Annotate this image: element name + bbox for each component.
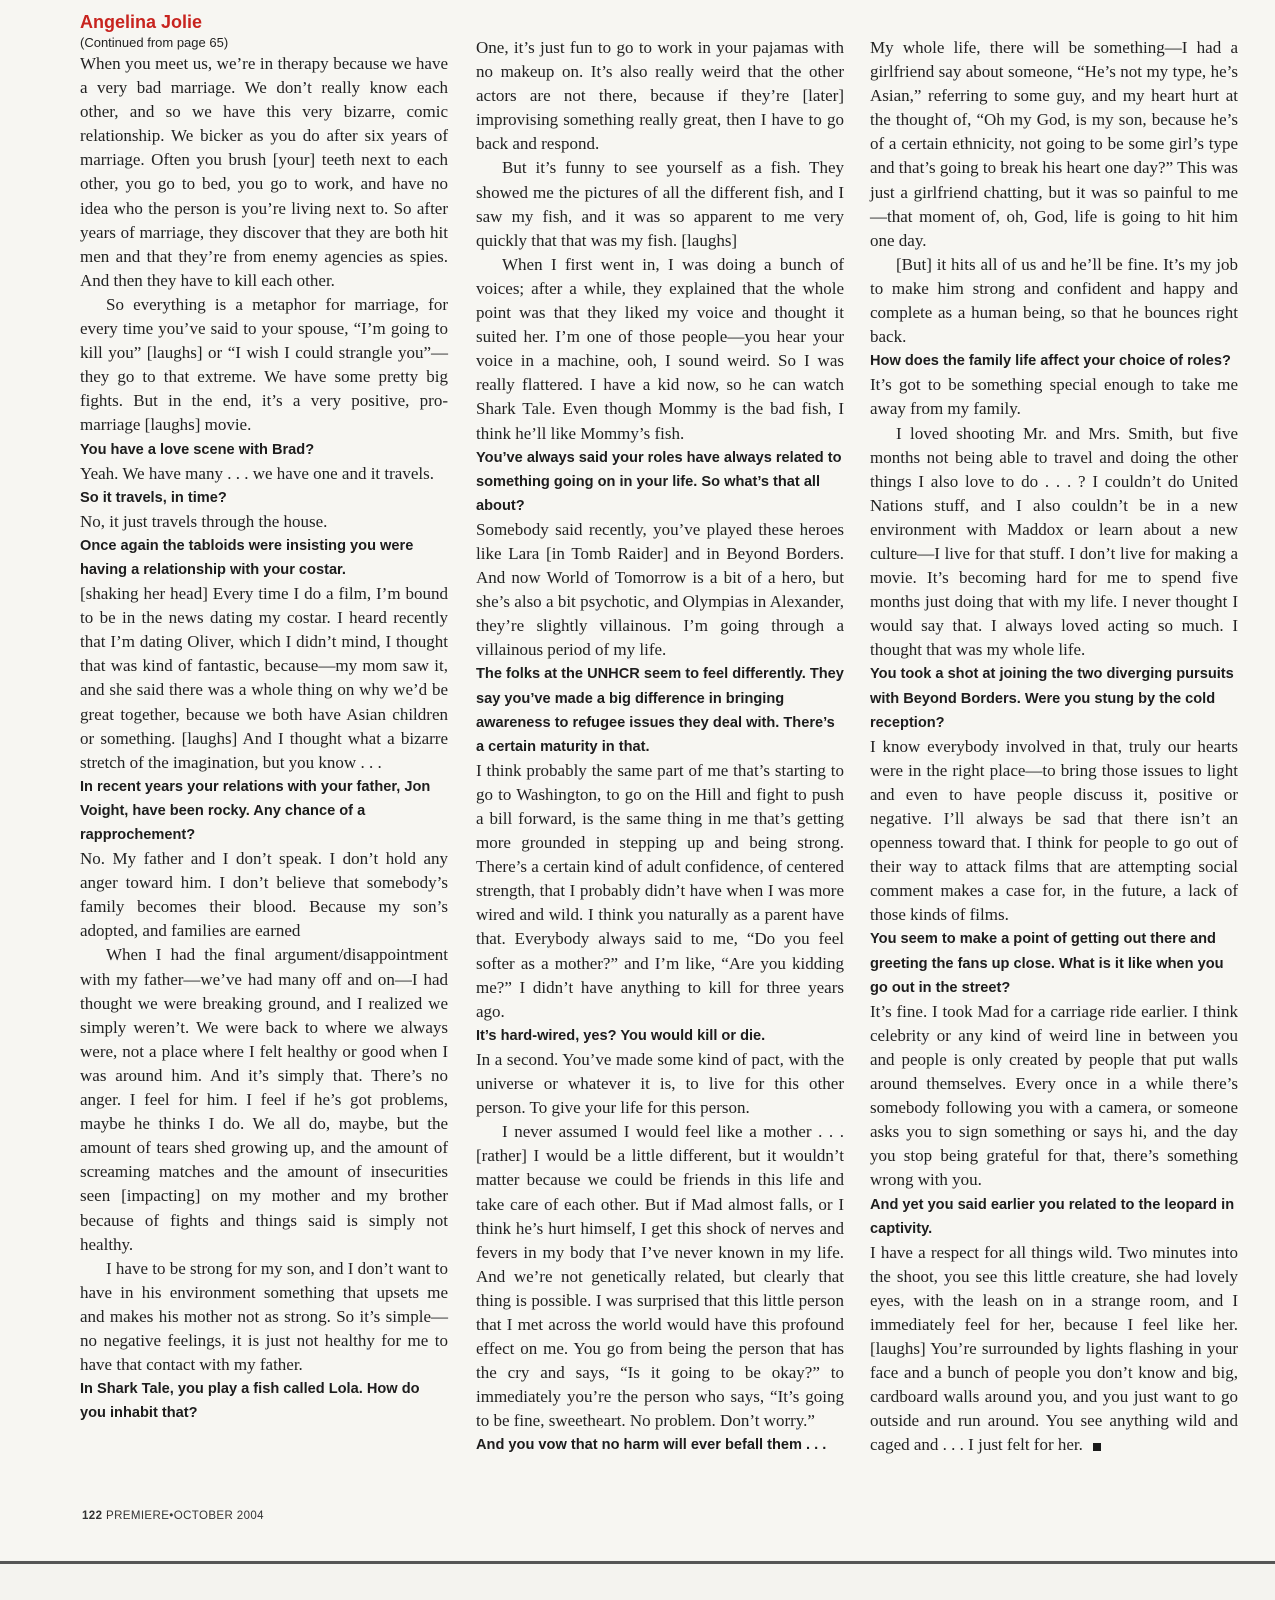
publication-name: PREMIERE (106, 1510, 170, 1522)
article-column-2 (476, 36, 844, 1458)
interview-question: You’ve always said your roles have always related to something going on in your life. So what’s that all about? (476, 449, 842, 514)
interview-answer-paragraph: I have to be strong for my son, and I don’t want to have in his environment something that upsets me and makes his mother not as strong. So it’s simple—no negative feelings, it is just not healthy for me to have that contact with my father. (80, 1258, 448, 1375)
end-of-article-icon (1093, 1443, 1101, 1451)
footer-separator: • (169, 1510, 174, 1522)
interview-answer-paragraph: I know everybody involved in that, truly our hearts were in the right place—to bring those issues to light and even to have people discuss it, positive or negative. I’ll always be sad that there isn’t an openness toward that. I think for people to go out of their way to attack films that are attempting social comment makes a case for, in the future, a lack of those kinds of films. (870, 736, 1238, 925)
interview-answer-paragraph: But it’s funny to see yourself as a fish. They showed me the pictures of all the different fish, and I saw my fish, and it was so apparent to me very quickly that that was my fish. [laughs] (476, 158, 844, 250)
interview-question: And you vow that no harm will ever befall them . . . (476, 1437, 827, 1454)
interview-question: In recent years your relations with your father, Jon Voight, have been rocky. Any chance of a rapprochement? (80, 778, 431, 843)
interview-question: In Shark Tale, you play a fish called Lola. How do you inhabit that? (80, 1381, 420, 1422)
interview-answer-paragraph: I think probably the same part of me that’s starting to go to Washington, to go on the Hill and fight to push a bill forward, is the same thing in me that’s getting more grounded in stepping up and being strong. There’s a certain kind of adult confidence, of centered strength, that I probably didn’t have when I was more wired and wild. I think you naturally as a parent have that. Everybody always said to me, “Do you feel softer as a mother?” and I’m like, “Are you kidding me?” I didn’t have anything to kill for three years ago. (476, 760, 844, 1021)
article-column-1 (80, 10, 448, 1425)
interview-answer-paragraph: When you meet us, we’re in therapy because we have a very bad marriage. We don’t really know each other, and so we have this very bizarre, comic relationship. We bicker as you do after six years of marriage. Often you brush [your] teeth next to each other, you go to bed, you go to work, and have no idea who the person is you’re living next to. So after years of marriage, they discover that they are both hit men and that they’re from enemy agencies as spies. And then they have to kill each other. (80, 54, 448, 290)
interview-question: You have a love scene with Brad? (80, 441, 315, 458)
section-title: Angelina Jolie (80, 12, 203, 32)
continued-note: (Continued from page 65) (80, 35, 229, 50)
issue-date: OCTOBER 2004 (173, 1510, 264, 1522)
article-column-3 (870, 36, 1238, 1458)
interview-answer-paragraph: [shaking her head] Every time I do a film, I’m bound to be in the news dating my costar. I heard recently that I’m dating Oliver, which I didn’t mind, I thought that was kind of fantastic, because—my mom saw it, and she said there was a whole thing on why we’d be great together, because we both have Asian children or something. [laughs] And I thought what a bizarre stretch of the imagination, but you know . . . (80, 584, 448, 772)
interview-answer-paragraph: [But] it hits all of us and he’ll be fine. It’s my job to make him strong and confident and happy and complete as a human being, so that he bounces right back. (870, 254, 1238, 347)
interview-answer-paragraph: It’s fine. I took Mad for a carriage ride earlier. I think celebrity or any kind of weird line in between you and people is only created by people that put walls around themselves. Every once in a while there’s somebody following you with a camera, or someone asks you to sign something or says hi, and the day you stop being grateful for that, there’s something wrong with you. (870, 1001, 1238, 1190)
interview-answer-paragraph: When I first went in, I was doing a bunch of voices; after a while, they explained that the whole point was that they liked my voice and thought it suited her. I’m one of those people—you hear your voice in a machine, ooh, I sound weird. So I was really flattered. I have a kid now, so he can watch Shark Tale. Even though Mommy is the bad fish, I think he’ll like Mommy’s fish. (476, 254, 844, 443)
interview-answer-paragraph: One, it’s just fun to go to work in your pajamas with no makeup on. It’s also really weird that the other actors are not there, because if they’re [later] improvising something really great, then I have to go back and respond. (476, 38, 844, 154)
interview-question: You seem to make a point of getting out there and greeting the fans up close. What is it like when you go out in the street? (870, 931, 1224, 996)
bottom-rule (0, 1561, 1275, 1564)
interview-answer-paragraph: Yeah. We have many . . . we have one and it travels. (80, 463, 434, 483)
interview-question: And yet you said earlier you related to the leopard in captivity. (870, 1196, 1235, 1237)
page-number: 122 (82, 1510, 103, 1522)
interview-answer-paragraph: When I had the final argument/disappointment with my father—we’ve had many off and on—I had thought we were breaking ground, and I realized we simply weren’t. We were back to where we always were, not a place where I felt healthy or good when I was around him. And it’s simply that. There’s no anger. I feel for him. I feel if he’s got problems, maybe he thinks I do. We all do, maybe, but the amount of tears shed growing up, and the amount of screaming matches and the amount of insecurities seen [impacting] on my mother and my brother because of fights and things said is simply not healthy. (80, 945, 448, 1254)
interview-answer-paragraph: No, it just travels through the house. (80, 511, 328, 531)
interview-answer-paragraph: I have a respect for all things wild. Two minutes into the shoot, you see this little creature, she had lovely eyes, with the leash on in a strange room, and I immediately feel for her, because I feel like her. [laughs] You’re surrounded by lights flashing in your face and a bunch of people you don’t know and big, cardboard walls around you, and you just want to go outside and run around. You see anything wild and caged and . . . I just felt for her. (870, 1242, 1238, 1455)
interview-question: You took a shot at joining the two diverging pursuits with Beyond Borders. Were you stung by the cold reception? (870, 666, 1234, 731)
interview-answer-paragraph: No. My father and I don’t speak. I don’t hold any anger toward him. I don’t believe that somebody’s family becomes their blood. Because my son’s adopted, and families are earned (80, 849, 448, 941)
interview-answer-paragraph: In a second. You’ve made some kind of pact, with the universe or whatever it is, to live for this other person. To give your life for this person. (476, 1049, 844, 1118)
interview-question: Once again the tabloids were insisting you were having a relationship with your costar. (80, 537, 414, 578)
interview-answer-paragraph: So everything is a metaphor for marriage, for every time you’ve said to your spouse, “I’m going to kill you” [laughs] or “I wish I could strangle you”—they go to that extreme. We have some pretty big fights. But in the end, it’s a very positive, pro-marriage [laughs] movie. (80, 294, 448, 435)
interview-answer-paragraph: I never assumed I would feel like a mother . . . [rather] I would be a little different, but it wouldn’t matter because we could be friends in this life and take care of each other. But if Mad almost falls, or I think he’s hurt himself, I get this shock of nerves and fevers in my body that I’ve never known in my life. And we’re not genetically related, but clearly that thing is possible. I was surprised that this little person that I met across the world would have this profound effect on me. You go from being the person that has the cry and says, “Is it going to be okay?” to immediately you’re the person who says, “It’s going to be fine, sweetheart. No problem. Don’t worry.” (476, 1122, 844, 1431)
interview-answer-paragraph: Somebody said recently, you’ve played these heroes like Lara [in Tomb Raider] and in Beyond Borders. And now World of Tomorrow is a bit of a hero, but she’s also a bit psychotic, and Olympias in Alexander, they’re slightly villainous. I’m going through a villainous period of my life. (476, 519, 844, 660)
interview-question: So it travels, in time? (80, 489, 227, 506)
interview-answer-paragraph: I loved shooting Mr. and Mrs. Smith, but five months not being able to travel and doing the other things I also love to do . . . ? I couldn’t do United Nations stuff, and I also couldn’t be in a new environment with Maddox or learn about a new culture—I live for that stuff. I don’t live for making a movie. It’s becoming hard for me to spend five months just doing that with my life. I never thought I would say that. I always loved acting so much. I thought that was my whole life. (870, 423, 1238, 660)
interview-answer-paragraph: It’s got to be something special enough to take me away from my family. (870, 375, 1238, 419)
interview-question: How does the family life affect your choice of roles? (870, 353, 1231, 370)
interview-question: The folks at the UNHCR seem to feel differently. They say you’ve made a big difference in bringing awareness to refugee issues they deal with. There’s a certain maturity in that. (476, 666, 844, 755)
page-footer (82, 1510, 264, 1522)
interview-question: It’s hard-wired, yes? You would kill or die. (476, 1027, 766, 1044)
interview-answer-paragraph: My whole life, there will be something—I had a girlfriend say about someone, “He’s not my type, he’s Asian,” referring to some guy, and my heart hurt at the thought of, “Oh my God, is my son, because he’s of a certain ethnicity, not going to be some girl’s type and that’s going to break his heart one day?” This was just a girlfriend chatting, but it was so painful to me—that moment of, oh, God, life is going to hit him one day. (870, 38, 1238, 250)
